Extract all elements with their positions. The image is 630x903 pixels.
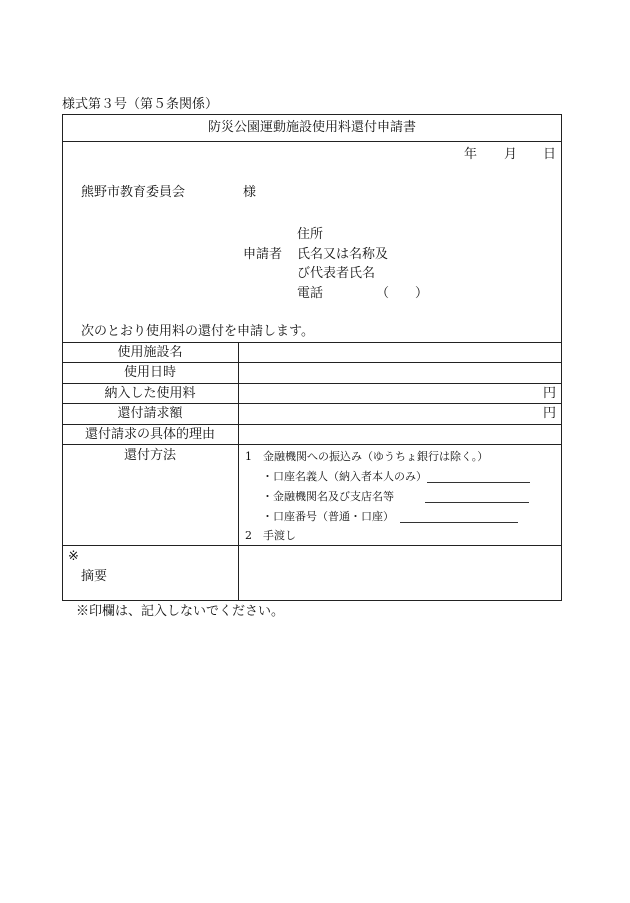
date-month: 月 xyxy=(504,147,518,162)
row-refund-amount-label: 還付請求額 xyxy=(117,406,183,421)
application-statement: 次のとおり使用料の還付を申請します。 xyxy=(81,324,314,339)
account-number-underline xyxy=(400,522,518,523)
applicant-name-label-1: 氏名又は名称及 xyxy=(297,247,389,262)
row-datetime-label: 使用日時 xyxy=(123,365,176,380)
method-account-number: ・口座番号（普通・口座） xyxy=(262,510,394,523)
applicant-label: 申請者 xyxy=(243,247,283,262)
method-option-2: 2 手渡し xyxy=(245,529,296,542)
bank-name-underline xyxy=(425,502,529,503)
applicant-name-label-2: び代表者氏名 xyxy=(297,266,376,281)
date-day: 日 xyxy=(543,147,557,162)
footnote: ※印欄は、記入しないでください。 xyxy=(76,604,285,619)
row-method-label: 還付方法 xyxy=(123,448,176,463)
row-reason-label: 還付請求の具体的理由 xyxy=(84,427,215,442)
office-use-label: 摘要 xyxy=(81,569,108,584)
applicant-address-label: 住所 xyxy=(297,227,324,242)
refund-amount-currency: 円 xyxy=(543,406,557,421)
account-holder-underline xyxy=(427,482,530,483)
row-facility-label: 使用施設名 xyxy=(117,345,183,360)
method-bank-name: ・金融機関名及び支店名等 xyxy=(262,490,394,503)
office-use-mark: ※ xyxy=(68,549,79,564)
applicant-phone-paren: （ ） xyxy=(376,286,429,301)
paid-fee-currency: 円 xyxy=(543,386,557,401)
addressee-name: 熊野市教育委員会 xyxy=(81,185,186,200)
form-title: 防災公園運動施設使用料還付申請書 xyxy=(207,120,416,135)
applicant-phone-label: 電話 xyxy=(297,286,324,301)
date-year: 年 xyxy=(464,147,478,162)
method-account-holder: ・口座名義人（納入者本人のみ） xyxy=(262,470,427,483)
addressee-honorific: 様 xyxy=(243,185,257,200)
row-paid-fee-label: 納入した使用料 xyxy=(104,386,196,401)
form-number: 様式第３号（第５条関係） xyxy=(62,97,219,112)
method-option-1: 1 金融機関への振込み（ゆうちょ銀行は除く。） xyxy=(245,450,489,463)
